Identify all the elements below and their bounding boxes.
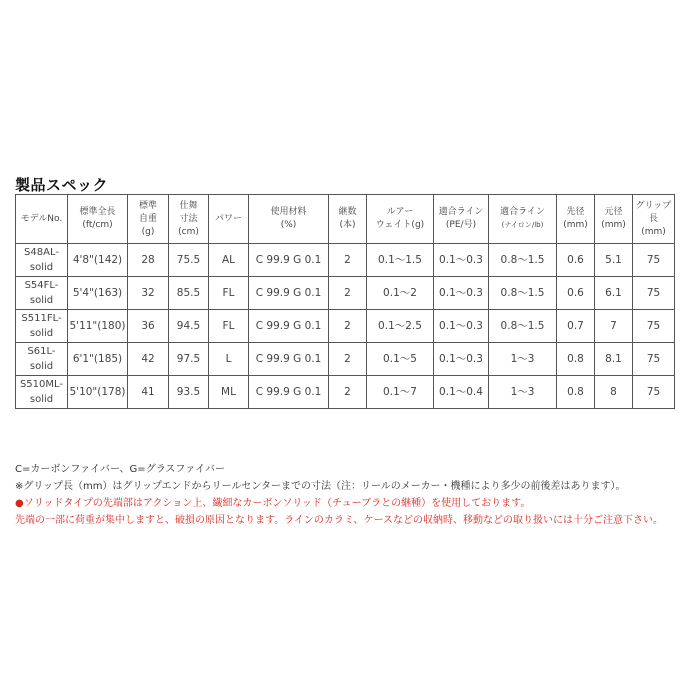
model-line: S510ML- xyxy=(19,379,64,390)
table-row xyxy=(16,376,675,409)
tip-cell: 0.6 xyxy=(557,244,595,277)
model-cell xyxy=(16,244,68,277)
material-cell: C 99.9 G 0.1 xyxy=(249,277,329,310)
length-cell: 6'1"(185) xyxy=(68,343,128,376)
tip-cell: 0.6 xyxy=(557,277,595,310)
column-header-line: (mm) xyxy=(641,226,666,237)
column-header xyxy=(367,195,434,244)
column-header xyxy=(595,195,633,244)
power-cell: L xyxy=(209,343,249,376)
model-line: solid xyxy=(29,295,54,306)
column-header xyxy=(633,195,675,244)
notes xyxy=(15,461,685,529)
column-header-line: (PE/号) xyxy=(445,220,477,230)
butt-cell: 7 xyxy=(595,310,633,343)
line-nylon-cell: 0.8〜1.5 xyxy=(489,244,557,277)
grip-cell: 75 xyxy=(633,244,675,277)
column-header-line: 使用材料 xyxy=(270,207,307,217)
line-nylon-cell: 1〜3 xyxy=(489,343,557,376)
note-line: ※グリップ長（mm）はグリップエンドからリールセンターまでの寸法（注：リールのメーカー・機種により多少の前後差はあります）。 xyxy=(15,481,626,492)
closed-cell: 94.5 xyxy=(169,310,209,343)
pieces-cell: 2 xyxy=(329,277,367,310)
column-header-line: (cm) xyxy=(178,226,199,237)
column-header xyxy=(557,195,595,244)
column-header xyxy=(128,195,169,244)
lure-cell: 0.1〜5 xyxy=(367,343,434,376)
length-cell: 4'8"(142) xyxy=(68,244,128,277)
column-header-line: (本) xyxy=(339,220,356,230)
model-cell xyxy=(16,310,68,343)
column-header xyxy=(68,195,128,244)
lure-cell: 0.1〜2 xyxy=(367,277,434,310)
column-header-line: 先径 xyxy=(566,207,585,217)
model-line: S48AL- xyxy=(24,247,59,258)
column-header-line: 適合ライン xyxy=(500,207,545,217)
model-cell xyxy=(16,343,68,376)
column-header-line: 標準 xyxy=(138,200,157,211)
column-header-line: 適合ライン xyxy=(438,207,484,217)
line-pe-cell: 0.1〜0.3 xyxy=(434,343,489,376)
closed-cell: 93.5 xyxy=(169,376,209,409)
model-line: solid xyxy=(29,361,54,372)
column-header-line: (%) xyxy=(280,220,297,230)
table-row xyxy=(16,343,675,376)
model-line: solid xyxy=(29,328,54,339)
model-line: solid xyxy=(29,262,54,273)
column-header-line: (g) xyxy=(141,226,155,237)
column-header xyxy=(16,195,68,244)
column-header-line: ウェイト(g) xyxy=(375,220,425,230)
weight-cell: 32 xyxy=(128,277,169,310)
closed-cell: 97.5 xyxy=(169,343,209,376)
butt-cell: 8 xyxy=(595,376,633,409)
material-cell: C 99.9 G 0.1 xyxy=(249,376,329,409)
closed-cell: 75.5 xyxy=(169,244,209,277)
model-line: S61L- xyxy=(27,346,56,357)
column-header xyxy=(329,195,367,244)
model-line: S54FL- xyxy=(24,280,59,291)
spec-body xyxy=(16,244,675,409)
column-header-line: モデルNo. xyxy=(20,213,63,224)
section-title: 製品スペック xyxy=(15,176,109,194)
lure-cell: 0.1〜2.5 xyxy=(367,310,434,343)
table-row xyxy=(16,310,675,343)
column-header xyxy=(434,195,489,244)
pieces-cell: 2 xyxy=(329,343,367,376)
grip-cell: 75 xyxy=(633,376,675,409)
pieces-cell: 2 xyxy=(329,244,367,277)
note-line: C=カーボンファイバー、G=グラスファイバー xyxy=(15,464,225,475)
table-row xyxy=(16,277,675,310)
line-pe-cell: 0.1〜0.3 xyxy=(434,310,489,343)
column-header xyxy=(209,195,249,244)
weight-cell: 28 xyxy=(128,244,169,277)
column-header-line: 元径 xyxy=(604,207,623,217)
grip-cell: 75 xyxy=(633,343,675,376)
material-cell: C 99.9 G 0.1 xyxy=(249,343,329,376)
column-header-line: (ナイロン/lb) xyxy=(501,221,544,229)
column-header xyxy=(169,195,209,244)
model-line: solid xyxy=(29,394,54,405)
warning-note: ●ソリッドタイプの先端部はアクション上、繊細なカーボンソリッド（チューブラとの継種）を使用しております。 xyxy=(15,498,531,509)
grip-cell: 75 xyxy=(633,310,675,343)
lure-cell: 0.1〜1.5 xyxy=(367,244,434,277)
tip-cell: 0.8 xyxy=(557,376,595,409)
power-cell: FL xyxy=(209,310,249,343)
column-header xyxy=(489,195,557,244)
material-cell: C 99.9 G 0.1 xyxy=(249,244,329,277)
material-cell: C 99.9 G 0.1 xyxy=(249,310,329,343)
line-nylon-cell: 1〜3 xyxy=(489,376,557,409)
line-nylon-cell: 0.8〜1.5 xyxy=(489,277,557,310)
weight-cell: 42 xyxy=(128,343,169,376)
butt-cell: 5.1 xyxy=(595,244,633,277)
lure-cell: 0.1〜7 xyxy=(367,376,434,409)
table-row xyxy=(16,244,675,277)
header-row xyxy=(16,195,675,244)
tip-cell: 0.7 xyxy=(557,310,595,343)
model-cell xyxy=(16,376,68,409)
column-header-line: (mm) xyxy=(601,220,626,230)
power-cell: AL xyxy=(209,244,249,277)
line-pe-cell: 0.1〜0.4 xyxy=(434,376,489,409)
line-pe-cell: 0.1〜0.3 xyxy=(434,277,489,310)
butt-cell: 6.1 xyxy=(595,277,633,310)
column-header-line: パワー xyxy=(214,213,242,224)
grip-cell: 75 xyxy=(633,277,675,310)
length-cell: 5'11"(180) xyxy=(68,310,128,343)
column-header-line: 仕舞 xyxy=(179,200,198,211)
column-header-line: グリップ xyxy=(635,200,672,211)
power-cell: FL xyxy=(209,277,249,310)
column-header-line: ルアー xyxy=(386,207,414,217)
warning-note: 先端の一部に荷重が集中しますと、破損の原因となります。ラインのカラミ、ケースなどの収納時、移動などの取り扱いには十分ご注意下さい。 xyxy=(15,515,663,526)
model-line: S511FL- xyxy=(21,313,62,324)
line-pe-cell: 0.1〜0.3 xyxy=(434,244,489,277)
model-cell xyxy=(16,277,68,310)
closed-cell: 85.5 xyxy=(169,277,209,310)
pieces-cell: 2 xyxy=(329,376,367,409)
column-header xyxy=(249,195,329,244)
column-header-line: 自重 xyxy=(138,213,157,224)
column-header-line: 継数 xyxy=(338,207,357,217)
column-header-line: (mm) xyxy=(563,220,588,230)
tip-cell: 0.8 xyxy=(557,343,595,376)
spec-table xyxy=(15,194,675,409)
weight-cell: 41 xyxy=(128,376,169,409)
length-cell: 5'10"(178) xyxy=(68,376,128,409)
column-header-line: 寸法 xyxy=(179,213,198,224)
column-header-line: 長 xyxy=(648,213,658,224)
weight-cell: 36 xyxy=(128,310,169,343)
power-cell: ML xyxy=(209,376,249,409)
butt-cell: 8.1 xyxy=(595,343,633,376)
column-header-line: 標準全長 xyxy=(79,207,116,217)
length-cell: 5'4"(163) xyxy=(68,277,128,310)
pieces-cell: 2 xyxy=(329,310,367,343)
line-nylon-cell: 0.8〜1.5 xyxy=(489,310,557,343)
column-header-line: (ft/cm) xyxy=(82,220,113,230)
